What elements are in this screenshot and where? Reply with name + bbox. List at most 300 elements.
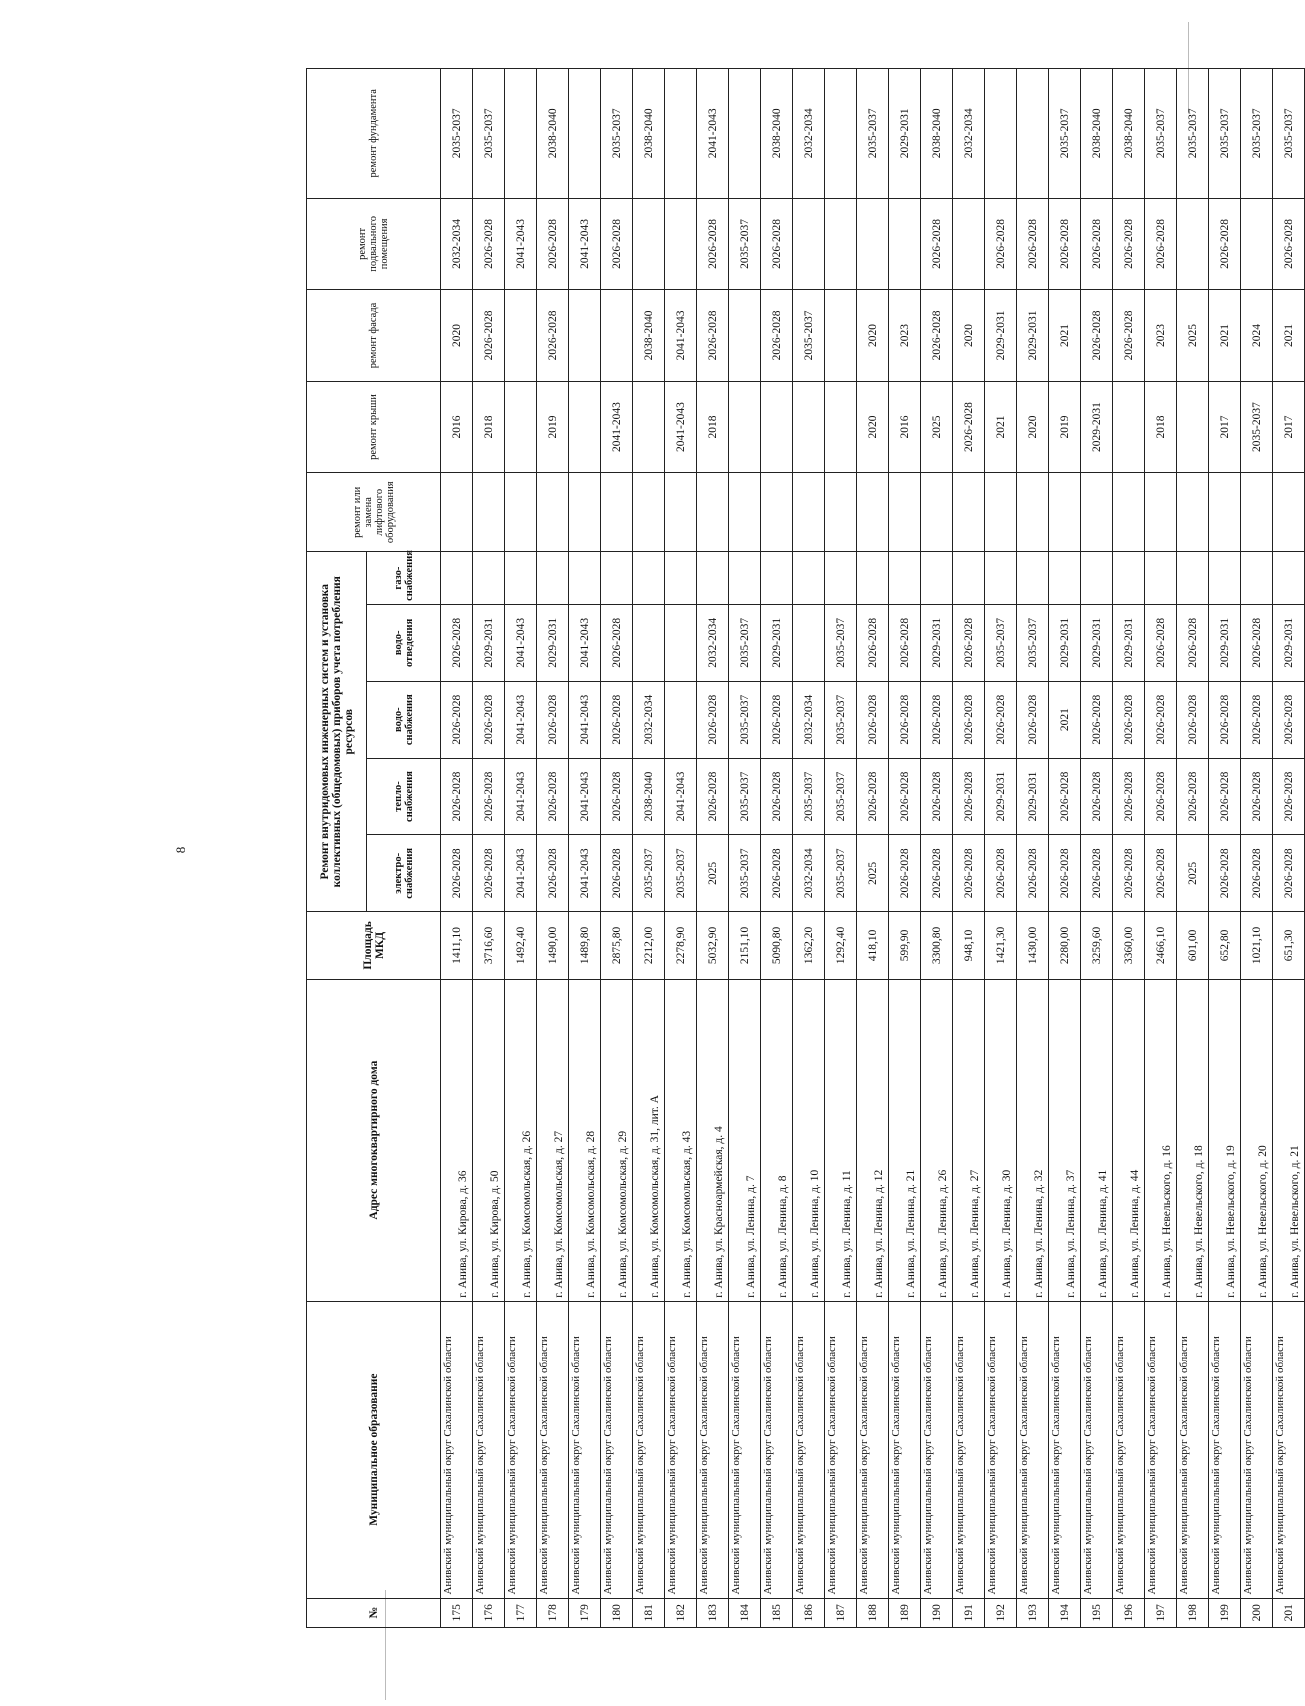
header-address: Адрес многоквартирного дома	[307, 979, 441, 1301]
water-cell: 2026-2028	[985, 681, 1017, 758]
gas-cell	[505, 552, 537, 605]
foundation-cell: 2035-2037	[441, 69, 473, 199]
water-cell: 2026-2028	[953, 681, 985, 758]
water-cell: 2026-2028	[1209, 681, 1241, 758]
facade-cell: 2038-2040	[633, 290, 665, 382]
address-cell: г. Анива, ул. Невельского, д. 16	[1145, 979, 1177, 1301]
electric-cell: 2041-2043	[569, 835, 601, 912]
basement-cell: 2026-2028	[921, 198, 953, 290]
municipality-cell: Анивский муниципальный округ Сахалинской области	[857, 1301, 889, 1598]
roof-cell	[569, 381, 601, 473]
gas-cell	[793, 552, 825, 605]
table-row	[729, 69, 761, 1628]
address-cell: г. Анива, ул. Ленина, д. 27	[953, 979, 985, 1301]
heat-cell: 2026-2028	[857, 758, 889, 835]
foundation-cell	[729, 69, 761, 199]
sewer-cell: 2026-2028	[1145, 604, 1177, 681]
sewer-cell: 2026-2028	[857, 604, 889, 681]
sewer-cell: 2029-2031	[1081, 604, 1113, 681]
water-cell: 2026-2028	[921, 681, 953, 758]
municipality-cell: Анивский муниципальный округ Сахалинской области	[1017, 1301, 1049, 1598]
table-row	[1145, 69, 1177, 1628]
water-cell: 2035-2037	[729, 681, 761, 758]
area-cell: 5090,80	[761, 912, 793, 979]
water-cell: 2026-2028	[697, 681, 729, 758]
electric-cell: 2026-2028	[441, 835, 473, 912]
water-cell: 2021	[1049, 681, 1081, 758]
foundation-cell: 2038-2040	[633, 69, 665, 199]
sewer-cell: 2026-2028	[889, 604, 921, 681]
table-row	[569, 69, 601, 1628]
area-cell: 1021,10	[1241, 912, 1273, 979]
roof-cell: 2018	[697, 381, 729, 473]
address-cell: г. Анива, ул. Комсомольская, д. 31, лит. А	[633, 979, 665, 1301]
heat-cell: 2035-2037	[793, 758, 825, 835]
water-cell: 2026-2028	[1145, 681, 1177, 758]
table-row	[1049, 69, 1081, 1628]
facade-cell: 2021	[1273, 290, 1305, 382]
foundation-cell	[825, 69, 857, 199]
electric-cell: 2025	[857, 835, 889, 912]
municipality-cell: Анивский муниципальный округ Сахалинской области	[1177, 1301, 1209, 1598]
header-electric: электро-снабжения	[367, 835, 441, 912]
gas-cell	[857, 552, 889, 605]
gas-cell	[697, 552, 729, 605]
electric-cell: 2025	[1177, 835, 1209, 912]
municipality-cell: Анивский муниципальный округ Сахалинской области	[729, 1301, 761, 1598]
water-cell: 2026-2028	[1177, 681, 1209, 758]
area-cell: 948,10	[953, 912, 985, 979]
roof-cell	[633, 381, 665, 473]
heat-cell: 2026-2028	[1145, 758, 1177, 835]
municipality-cell: Анивский муниципальный округ Сахалинской области	[1081, 1301, 1113, 1598]
heat-cell: 2035-2037	[825, 758, 857, 835]
sewer-cell: 2029-2031	[1113, 604, 1145, 681]
lift-cell	[601, 473, 633, 552]
facade-cell	[825, 290, 857, 382]
table-row	[761, 69, 793, 1628]
gas-cell	[473, 552, 505, 605]
heat-cell: 2026-2028	[601, 758, 633, 835]
heat-cell: 2041-2043	[569, 758, 601, 835]
table-row	[857, 69, 889, 1628]
lift-cell	[921, 473, 953, 552]
municipality-cell: Анивский муниципальный округ Сахалинской области	[505, 1301, 537, 1598]
header-foundation: ремонт фундамента	[307, 69, 441, 199]
lift-cell	[1273, 473, 1305, 552]
area-cell: 2875,80	[601, 912, 633, 979]
facade-cell: 2026-2028	[761, 290, 793, 382]
heat-cell: 2026-2028	[1049, 758, 1081, 835]
water-cell	[665, 681, 697, 758]
basement-cell: 2026-2028	[473, 198, 505, 290]
roof-cell	[1113, 381, 1145, 473]
foundation-cell: 2032-2034	[953, 69, 985, 199]
area-cell: 651,30	[1273, 912, 1305, 979]
foundation-cell	[665, 69, 697, 199]
water-cell: 2026-2028	[537, 681, 569, 758]
water-cell: 2026-2028	[1113, 681, 1145, 758]
municipality-cell: Анивский муниципальный округ Сахалинской области	[1209, 1301, 1241, 1598]
row-number: 192	[985, 1598, 1017, 1627]
electric-cell: 2026-2028	[1049, 835, 1081, 912]
facade-cell: 2026-2028	[1113, 290, 1145, 382]
roof-cell: 2035-2037	[1241, 381, 1273, 473]
facade-cell: 2021	[1209, 290, 1241, 382]
roof-cell: 2016	[889, 381, 921, 473]
gas-cell	[601, 552, 633, 605]
gas-cell	[1113, 552, 1145, 605]
row-number: 180	[601, 1598, 633, 1627]
row-number: 197	[1145, 1598, 1177, 1627]
facade-cell	[505, 290, 537, 382]
basement-cell: 2026-2028	[761, 198, 793, 290]
foundation-cell: 2035-2037	[473, 69, 505, 199]
basement-cell	[1241, 198, 1273, 290]
sewer-cell: 2035-2037	[729, 604, 761, 681]
header-area: Площадь МКД	[307, 912, 441, 979]
roof-cell	[505, 381, 537, 473]
basement-cell: 2026-2028	[1081, 198, 1113, 290]
address-cell: г. Анива, ул. Невельского, д. 18	[1177, 979, 1209, 1301]
area-cell: 1292,40	[825, 912, 857, 979]
basement-cell	[665, 198, 697, 290]
address-cell: г. Анива, ул. Красноармейская, д. 4	[697, 979, 729, 1301]
foundation-cell: 2035-2037	[1273, 69, 1305, 199]
municipality-cell: Анивский муниципальный округ Сахалинской области	[953, 1301, 985, 1598]
address-cell: г. Анива, ул. Комсомольская, д. 27	[537, 979, 569, 1301]
facade-cell: 2020	[953, 290, 985, 382]
table-row	[633, 69, 665, 1628]
gas-cell	[1145, 552, 1177, 605]
row-number: 178	[537, 1598, 569, 1627]
table-row	[537, 69, 569, 1628]
area-cell: 1490,00	[537, 912, 569, 979]
sewer-cell: 2035-2037	[825, 604, 857, 681]
municipality-cell: Анивский муниципальный округ Сахалинской области	[665, 1301, 697, 1598]
electric-cell: 2026-2028	[1113, 835, 1145, 912]
facade-cell: 2029-2031	[985, 290, 1017, 382]
roof-cell: 2021	[985, 381, 1017, 473]
area-cell: 1430,00	[1017, 912, 1049, 979]
facade-cell: 2020	[857, 290, 889, 382]
address-cell: г. Анива, ул. Ленина, д. 26	[921, 979, 953, 1301]
facade-cell: 2041-2043	[665, 290, 697, 382]
heat-cell: 2029-2031	[1017, 758, 1049, 835]
heat-cell: 2026-2028	[697, 758, 729, 835]
municipality-cell: Анивский муниципальный округ Сахалинской области	[537, 1301, 569, 1598]
row-number: 193	[1017, 1598, 1049, 1627]
lift-cell	[665, 473, 697, 552]
row-number: 191	[953, 1598, 985, 1627]
area-cell: 652,80	[1209, 912, 1241, 979]
address-cell: г. Анива, ул. Ленина, д. 8	[761, 979, 793, 1301]
sewer-cell: 2026-2028	[441, 604, 473, 681]
area-cell: 1362,20	[793, 912, 825, 979]
area-cell: 3259,60	[1081, 912, 1113, 979]
municipality-cell: Анивский муниципальный округ Сахалинской области	[889, 1301, 921, 1598]
header-heat: тепло-снабжения	[367, 758, 441, 835]
electric-cell: 2035-2037	[729, 835, 761, 912]
heat-cell: 2029-2031	[985, 758, 1017, 835]
roof-cell: 2017	[1209, 381, 1241, 473]
facade-cell: 2026-2028	[921, 290, 953, 382]
heat-cell: 2026-2028	[1113, 758, 1145, 835]
foundation-cell	[505, 69, 537, 199]
lift-cell	[441, 473, 473, 552]
address-cell: г. Анива, ул. Невельского, д. 21	[1273, 979, 1305, 1301]
electric-cell: 2035-2037	[825, 835, 857, 912]
facade-cell: 2020	[441, 290, 473, 382]
lift-cell	[505, 473, 537, 552]
electric-cell: 2041-2043	[505, 835, 537, 912]
table-row	[1241, 69, 1273, 1628]
electric-cell: 2035-2037	[633, 835, 665, 912]
municipality-cell: Анивский муниципальный округ Сахалинской области	[601, 1301, 633, 1598]
lift-cell	[1209, 473, 1241, 552]
heat-cell: 2026-2028	[761, 758, 793, 835]
heat-cell: 2041-2043	[505, 758, 537, 835]
foundation-cell: 2035-2037	[1209, 69, 1241, 199]
heat-cell: 2026-2028	[889, 758, 921, 835]
row-number: 177	[505, 1598, 537, 1627]
gas-cell	[1049, 552, 1081, 605]
address-cell: г. Анива, ул. Ленина, д. 21	[889, 979, 921, 1301]
foundation-cell: 2038-2040	[1081, 69, 1113, 199]
heat-cell: 2026-2028	[953, 758, 985, 835]
gas-cell	[537, 552, 569, 605]
area-cell: 1421,30	[985, 912, 1017, 979]
basement-cell: 2026-2028	[1273, 198, 1305, 290]
facade-cell: 2026-2028	[697, 290, 729, 382]
heat-cell: 2026-2028	[1177, 758, 1209, 835]
gas-cell	[441, 552, 473, 605]
electric-cell: 2025	[697, 835, 729, 912]
basement-cell: 2026-2028	[697, 198, 729, 290]
basement-cell: 2026-2028	[1113, 198, 1145, 290]
table-row	[921, 69, 953, 1628]
address-cell: г. Анива, ул. Комсомольская, д. 43	[665, 979, 697, 1301]
lift-cell	[537, 473, 569, 552]
facade-cell: 2021	[1049, 290, 1081, 382]
water-cell: 2041-2043	[569, 681, 601, 758]
electric-cell: 2026-2028	[1017, 835, 1049, 912]
address-cell: г. Анива, ул. Ленина, д. 11	[825, 979, 857, 1301]
address-cell: г. Анива, ул. Комсомольская, д. 29	[601, 979, 633, 1301]
table-row	[1177, 69, 1209, 1628]
gas-cell	[1273, 552, 1305, 605]
basement-cell: 2026-2028	[601, 198, 633, 290]
basement-cell: 2026-2028	[537, 198, 569, 290]
sewer-cell: 2029-2031	[1209, 604, 1241, 681]
roof-cell: 2018	[473, 381, 505, 473]
municipality-cell: Анивский муниципальный округ Сахалинской области	[1241, 1301, 1273, 1598]
sewer-cell: 2029-2031	[1273, 604, 1305, 681]
gas-cell	[1017, 552, 1049, 605]
municipality-cell: Анивский муниципальный округ Сахалинской области	[793, 1301, 825, 1598]
facade-cell: 2023	[1145, 290, 1177, 382]
lift-cell	[825, 473, 857, 552]
foundation-cell: 2038-2040	[1113, 69, 1145, 199]
electric-cell: 2032-2034	[793, 835, 825, 912]
address-cell: г. Анива, ул. Ленина, д. 44	[1113, 979, 1145, 1301]
roof-cell: 2041-2043	[601, 381, 633, 473]
water-cell: 2026-2028	[601, 681, 633, 758]
municipality-cell: Анивский муниципальный округ Сахалинской области	[921, 1301, 953, 1598]
sewer-cell: 2029-2031	[761, 604, 793, 681]
basement-cell: 2032-2034	[441, 198, 473, 290]
municipality-cell: Анивский муниципальный округ Сахалинской области	[1113, 1301, 1145, 1598]
basement-cell	[953, 198, 985, 290]
lift-cell	[633, 473, 665, 552]
water-cell: 2026-2028	[1081, 681, 1113, 758]
row-number: 186	[793, 1598, 825, 1627]
row-number: 190	[921, 1598, 953, 1627]
roof-cell: 2025	[921, 381, 953, 473]
page-number: 8	[173, 846, 188, 854]
municipality-cell: Анивский муниципальный округ Сахалинской области	[697, 1301, 729, 1598]
gas-cell	[921, 552, 953, 605]
electric-cell: 2026-2028	[985, 835, 1017, 912]
electric-cell: 2026-2028	[1273, 835, 1305, 912]
table-row	[1113, 69, 1145, 1628]
sewer-cell: 2041-2043	[505, 604, 537, 681]
lift-cell	[953, 473, 985, 552]
address-cell: г. Анива, ул. Комсомольская, д. 28	[569, 979, 601, 1301]
rotated-sheet	[306, 68, 1301, 1628]
basement-cell: 2035-2037	[729, 198, 761, 290]
sewer-cell: 2026-2028	[1177, 604, 1209, 681]
area-cell: 1411,10	[441, 912, 473, 979]
basement-cell	[793, 198, 825, 290]
foundation-cell: 2029-2031	[889, 69, 921, 199]
foundation-cell: 2038-2040	[921, 69, 953, 199]
area-cell: 418,10	[857, 912, 889, 979]
table-row	[1017, 69, 1049, 1628]
area-cell: 599,90	[889, 912, 921, 979]
header-sewer: водо-отведения	[367, 604, 441, 681]
lift-cell	[793, 473, 825, 552]
area-cell: 3300,80	[921, 912, 953, 979]
municipality-cell: Анивский муниципальный округ Сахалинской области	[1145, 1301, 1177, 1598]
header-gas: газо-снабжения	[367, 552, 441, 605]
table-row	[793, 69, 825, 1628]
lift-cell	[1177, 473, 1209, 552]
lift-cell	[889, 473, 921, 552]
basement-cell: 2026-2028	[1145, 198, 1177, 290]
water-cell: 2026-2028	[1273, 681, 1305, 758]
heat-cell: 2026-2028	[921, 758, 953, 835]
gas-cell	[953, 552, 985, 605]
gas-cell	[569, 552, 601, 605]
table-row	[505, 69, 537, 1628]
roof-cell: 2018	[1145, 381, 1177, 473]
row-number: 201	[1273, 1598, 1305, 1627]
sewer-cell: 2035-2037	[985, 604, 1017, 681]
basement-cell	[825, 198, 857, 290]
area-cell: 2278,90	[665, 912, 697, 979]
row-number: 188	[857, 1598, 889, 1627]
foundation-cell	[985, 69, 1017, 199]
area-cell: 3360,00	[1113, 912, 1145, 979]
heat-cell: 2026-2028	[1273, 758, 1305, 835]
roof-cell	[825, 381, 857, 473]
basement-cell	[889, 198, 921, 290]
area-cell: 3716,60	[473, 912, 505, 979]
roof-cell: 2020	[857, 381, 889, 473]
sewer-cell: 2026-2028	[1241, 604, 1273, 681]
lift-cell	[729, 473, 761, 552]
facade-cell	[569, 290, 601, 382]
heat-cell: 2026-2028	[537, 758, 569, 835]
foundation-cell: 2035-2037	[1177, 69, 1209, 199]
area-cell: 1489,80	[569, 912, 601, 979]
gas-cell	[889, 552, 921, 605]
municipality-cell: Анивский муниципальный округ Сахалинской области	[761, 1301, 793, 1598]
table-row	[697, 69, 729, 1628]
lift-cell	[857, 473, 889, 552]
heat-cell: 2035-2037	[729, 758, 761, 835]
roof-cell: 2026-2028	[953, 381, 985, 473]
row-number: 200	[1241, 1598, 1273, 1627]
table-row	[1081, 69, 1113, 1628]
municipality-cell: Анивский муниципальный округ Сахалинской области	[985, 1301, 1017, 1598]
row-number: 196	[1113, 1598, 1145, 1627]
basement-cell: 2026-2028	[1209, 198, 1241, 290]
lift-cell	[1017, 473, 1049, 552]
address-cell: г. Анива, ул. Кирова, д. 36	[441, 979, 473, 1301]
row-number: 181	[633, 1598, 665, 1627]
address-cell: г. Анива, ул. Невельского, д. 19	[1209, 979, 1241, 1301]
area-cell: 601,00	[1177, 912, 1209, 979]
roof-cell: 2029-2031	[1081, 381, 1113, 473]
electric-cell: 2026-2028	[1081, 835, 1113, 912]
header-roof: ремонт крыши	[307, 381, 441, 473]
municipality-cell: Анивский муниципальный округ Сахалинской области	[1273, 1301, 1305, 1598]
municipality-cell: Анивский муниципальный округ Сахалинской области	[569, 1301, 601, 1598]
foundation-cell: 2035-2037	[1049, 69, 1081, 199]
table-row	[473, 69, 505, 1628]
row-number: 175	[441, 1598, 473, 1627]
lift-cell	[1241, 473, 1273, 552]
facade-cell: 2024	[1241, 290, 1273, 382]
sewer-cell: 2041-2043	[569, 604, 601, 681]
electric-cell: 2026-2028	[889, 835, 921, 912]
water-cell: 2026-2028	[441, 681, 473, 758]
roof-cell: 2041-2043	[665, 381, 697, 473]
sewer-cell: 2035-2037	[1017, 604, 1049, 681]
foundation-cell: 2041-2043	[697, 69, 729, 199]
heat-cell: 2026-2028	[1241, 758, 1273, 835]
row-number: 183	[697, 1598, 729, 1627]
row-number: 179	[569, 1598, 601, 1627]
basement-cell: 2026-2028	[1017, 198, 1049, 290]
gas-cell	[633, 552, 665, 605]
table-row	[985, 69, 1017, 1628]
roof-cell: 2020	[1017, 381, 1049, 473]
heat-cell: 2026-2028	[1081, 758, 1113, 835]
address-cell: г. Анива, ул. Ленина, д. 12	[857, 979, 889, 1301]
sewer-cell: 2026-2028	[953, 604, 985, 681]
electric-cell: 2026-2028	[537, 835, 569, 912]
heat-cell: 2038-2040	[633, 758, 665, 835]
heat-cell: 2026-2028	[1209, 758, 1241, 835]
roof-cell: 2016	[441, 381, 473, 473]
basement-cell	[857, 198, 889, 290]
row-number: 187	[825, 1598, 857, 1627]
area-cell: 1492,40	[505, 912, 537, 979]
lift-cell	[1113, 473, 1145, 552]
